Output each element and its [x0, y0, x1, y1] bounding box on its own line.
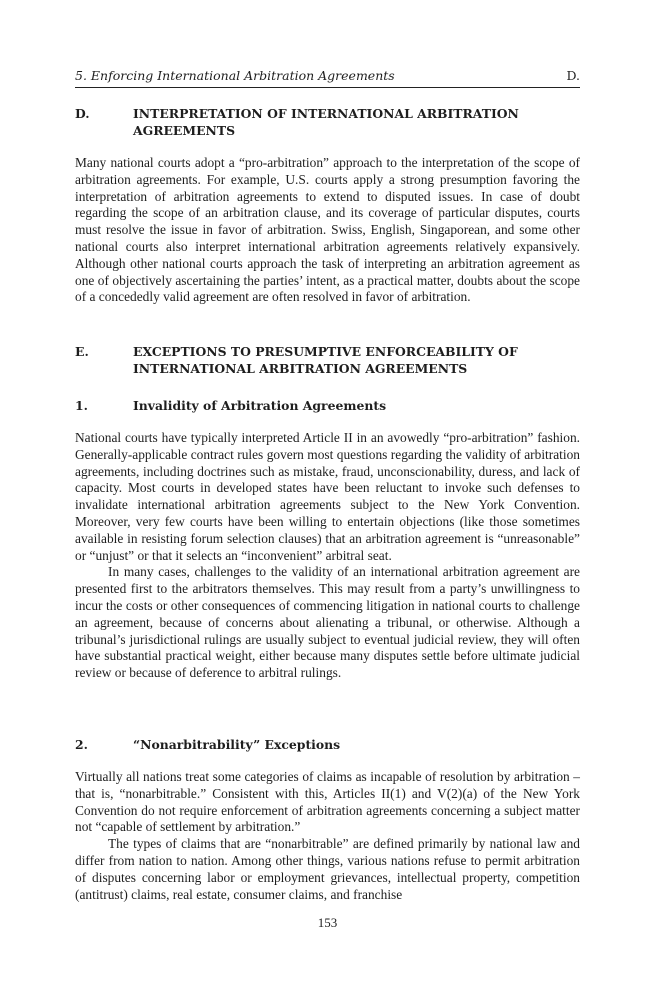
- subsection-2-number: 2.: [75, 737, 88, 752]
- subsection-2-heading: [75, 736, 580, 753]
- subsection-1-heading: [75, 397, 580, 414]
- section-d-title: INTERPRETATION OF INTERNATIONAL ARBITRATION AGREEMENTS: [133, 106, 519, 138]
- subsection-1-title: Invalidity of Arbitration Agreements: [133, 398, 387, 413]
- section-e-title: EXCEPTIONS TO PRESUMPTIVE ENFORCEABILITY OF INTERNATIONAL ARBITRATION AGREEMENTS: [133, 344, 518, 376]
- page-number: 153: [317, 915, 338, 930]
- subsection-1-paragraph-2: In many cases, challenges to the validity of an international arbitration agreement are presented first to the arbitrators themselves. This may result from a party’s unwillingness to incur the costs or other consequences of commencing litigation in national courts to challenge an agreement, because of concerns about alienating a tribunal, or otherwise. Although a tribunal’s jurisdictional rulings are usually subject to eventual judicial review, they will often have substantial practical weight, either because many disputes settle before ultimate judicial review or because of deference to arbitral rulings.: [75, 564, 580, 681]
- running-head-chapter: 5. Enforcing International Arbitration Agreements: [75, 68, 395, 83]
- section-d-body: [75, 155, 580, 306]
- running-head: [75, 67, 580, 88]
- subsection-2-title: “Nonarbitrability” Exceptions: [133, 737, 341, 752]
- section-e-heading: [75, 343, 580, 377]
- subsection-1-number: 1.: [75, 398, 88, 413]
- subsection-2-paragraph-2: The types of claims that are “nonarbitrable” are defined primarily by national law and differ from nation to nation. Among other things, various nations refuse to permit arbitration of disputes concerning labor or employment grievances, intellectual property, competition (antitrust) claims, real estate, consumer claims, and franchise: [75, 836, 580, 902]
- section-e-number: E.: [75, 344, 89, 359]
- subsection-2-body: [75, 769, 580, 903]
- section-d-heading: [75, 105, 580, 139]
- section-d-paragraph-1: Many national courts adopt a “pro-arbitration” approach to the interpretation of the scope of arbitration agreements. For example, U.S. courts apply a strong presumption favoring the interpretation of arbitration agreements to extend to disputed issues. In case of doubt regarding the scope of an arbitration clause, and its coverage of particular disputes, courts must resolve the issue in favor of arbitration. Swiss, English, Singaporean, and some other national courts also interpret international arbitration agreements relatively expansively. Although other national courts approach the task of interpreting an arbitration agreement as one of objectively ascertaining the parties’ intent, as a practical matter, doubts about the scope of a concededly valid agreement are often resolved in favor of arbitration.: [75, 155, 580, 305]
- subsection-2-paragraph-1: Virtually all nations treat some categories of claims as incapable of resolution by arbitration – that is, “nonarbitrable.” Consistent with this, Articles II(1) and V(2)(a) of the New York Convention do not require enforcement of arbitration agreements concerning a subject matter not “capable of settlement by arbitration.”: [75, 769, 580, 835]
- running-head-section: D.: [566, 68, 580, 83]
- section-d-number: D.: [75, 106, 90, 121]
- subsection-1-body: [75, 430, 580, 682]
- book-page: [75, 0, 580, 1000]
- subsection-1-paragraph-1: National courts have typically interpreted Article II in an avowedly “pro-arbitration” fashion. Generally-applicable contract rules govern most questions regarding the validity of arbitration agreements, including doctrines such as mistake, fraud, unconscionability, duress, and lack of capacity. Most courts in developed states have been reluctant to invoke such defenses to invalidate international arbitration agreements subject to the New York Convention. Moreover, very few courts have been willing to entertain objections (like those sometimes available in resisting forum selection clauses) that an arbitration agreement is “unreasonable” or “unjust” or that it selects an “inconvenient” arbitral seat.: [75, 430, 580, 563]
